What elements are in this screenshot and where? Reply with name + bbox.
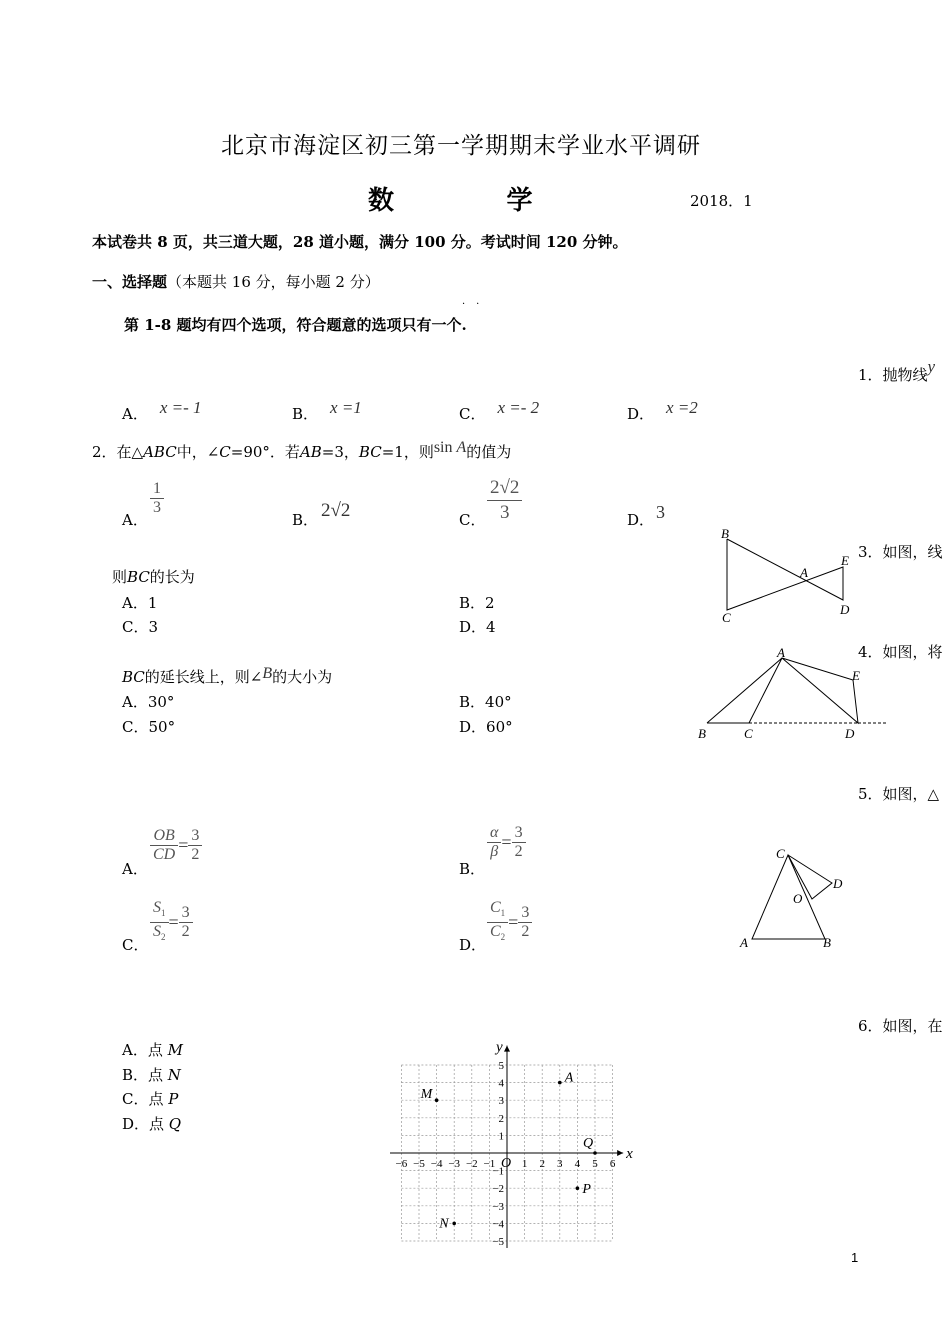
q1-option-a: A． x =- 1 xyxy=(122,398,202,423)
y-tick-label: −5 xyxy=(492,1236,504,1248)
q5-option-d-label: D． xyxy=(459,936,487,954)
q5-fig-label-a: A xyxy=(740,935,748,950)
q5-option-d: $\frac{C_1}{C_2}$ = $\frac{3}{2}$ xyxy=(487,899,532,946)
q2-option-c: $\frac{2√2}{3}$ xyxy=(487,476,522,525)
q1-stem-var: y xyxy=(927,357,936,376)
x-axis-arrow xyxy=(617,1150,623,1156)
q1-stem-text: 1．抛物线 xyxy=(858,366,928,384)
section-note: （本题共 16 分，每小题 2 分） xyxy=(167,273,380,291)
emphasis-dots: ·· xyxy=(462,299,491,310)
q5-option-c: $\frac{S_1}{S_2}$ = $\frac{3}{2}$ xyxy=(150,899,193,946)
x-tick-label: −6 xyxy=(395,1158,408,1170)
q4-fig-label-a: A xyxy=(777,645,785,660)
exam-info: 本试卷共 8 页，共三道大题，28 道小题，满分 100 分。考试时间 120 分钟。 xyxy=(92,233,628,251)
section-instruction: 第 1-8 题均有四个选项，符合题意的选项只有一个. xyxy=(124,316,467,334)
page-number: 1 xyxy=(851,1250,859,1265)
point-q-marker xyxy=(593,1151,597,1155)
q4-figure xyxy=(690,645,895,745)
x-axis-label: x xyxy=(626,1146,633,1162)
q3-continuation: 则BC的长为 xyxy=(112,568,195,586)
q2-option-c-label: C． xyxy=(459,511,486,529)
x-tick-label: 2 xyxy=(539,1158,545,1170)
x-tick-label: 1 xyxy=(521,1158,528,1170)
q4-option-b: B．40° xyxy=(459,693,512,711)
point-a-label: A xyxy=(564,1070,574,1086)
x-tick-label: −4 xyxy=(430,1158,443,1170)
y-tick-label: 3 xyxy=(498,1095,504,1108)
q4-option-d: D．60° xyxy=(459,718,513,736)
q2-option-a: $\frac{1}{3}$ xyxy=(150,480,164,517)
q2-option-d-label: D． xyxy=(627,511,655,529)
q5-option-b: $\frac{\alpha}{\beta}$ = $\frac{3}{2}$ xyxy=(487,824,526,861)
q2-option-d: 3 xyxy=(656,502,665,522)
point-n-label: N xyxy=(439,1216,449,1232)
q5-stem: 5．如图，△ xyxy=(858,785,940,803)
q3-stem: 3．如图，线 xyxy=(858,543,943,561)
y-tick-label: −3 xyxy=(492,1200,504,1213)
q2-option-b-label: B． xyxy=(292,511,319,529)
q5-fig-label-c: C xyxy=(776,846,785,861)
point-m-label: M xyxy=(420,1087,433,1103)
q1-option-c: C． x =- 2 xyxy=(459,398,540,423)
y-tick-label: 4 xyxy=(498,1077,504,1090)
x-tick-label: 3 xyxy=(557,1158,563,1170)
point-p-marker xyxy=(576,1186,580,1190)
q6-stem: 6．如图，在 xyxy=(858,1017,943,1035)
q5-option-a-label: A． xyxy=(122,860,148,878)
x-tick-label: −1 xyxy=(483,1158,496,1170)
q3-option-b: B．2 xyxy=(459,594,495,612)
x-tick-label: 5 xyxy=(592,1158,598,1170)
grid-axes xyxy=(390,1040,633,1248)
q1-option-d: D． x =2 xyxy=(627,398,698,423)
point-a-marker xyxy=(558,1081,562,1085)
q4-fig-label-b: B xyxy=(698,726,706,741)
q3-fig-label-b: B xyxy=(721,526,729,541)
x-tick-label: −2 xyxy=(465,1158,478,1170)
q5-fig-label-o: O xyxy=(793,891,803,906)
q3-option-a: A．1 xyxy=(122,594,158,612)
q5-option-b-label: B． xyxy=(459,860,486,878)
point-q-label: Q xyxy=(583,1136,594,1151)
y-tick-label: 2 xyxy=(498,1112,504,1125)
q4-option-a: A．30° xyxy=(122,693,175,711)
q3-fig-label-a: A xyxy=(800,565,808,580)
q5-option-a: $\frac{OB}{CD}$ = $\frac{3}{2}$ xyxy=(150,827,202,864)
point-m-marker xyxy=(435,1098,439,1102)
point-n-marker xyxy=(452,1222,456,1226)
x-tick-label: 6 xyxy=(609,1158,616,1170)
y-tick-label: −4 xyxy=(492,1218,504,1231)
q4-option-c: C．50° xyxy=(122,718,176,736)
origin-label: O xyxy=(501,1156,512,1171)
q4-fig-label-c: C xyxy=(744,726,753,741)
q6-option-c: C．点 P xyxy=(122,1090,179,1108)
q5-fig-label-d: D xyxy=(833,876,843,891)
q3-fig-label-d: D xyxy=(840,602,850,617)
q6-option-d: D．点 Q xyxy=(122,1115,182,1133)
q6-option-b: B．点 N xyxy=(122,1066,181,1084)
point-p-label: P xyxy=(582,1182,591,1198)
q4-fig-label-d: D xyxy=(845,726,855,741)
q1-option-b: B． x =1 xyxy=(292,398,362,423)
grid-points xyxy=(420,1071,597,1232)
q4-fig-label-e: E xyxy=(852,668,860,683)
y-axis-label: y xyxy=(496,1040,503,1056)
q2-stem: 2．在△ABC中，∠C=90°．若AB=3，BC=1，则sin A的值为 xyxy=(92,439,512,461)
q1-stem xyxy=(858,357,936,385)
q3-option-c: C．3 xyxy=(122,618,159,636)
y-tick-label: −1 xyxy=(492,1165,504,1178)
x-tick-label: −5 xyxy=(413,1158,425,1170)
q6-coordinate-grid xyxy=(390,1040,645,1250)
y-tick-label: 1 xyxy=(498,1130,504,1143)
q4-continuation: BC的延长线上，则∠B的大小为 xyxy=(122,665,333,686)
section-title: 一、选择题 xyxy=(92,273,168,291)
q5-fig-label-b: B xyxy=(823,935,831,950)
q3-fig-label-e: E xyxy=(841,553,849,568)
section-heading xyxy=(92,271,380,292)
q6-option-a: A．点 M xyxy=(122,1041,183,1059)
q2-option-b: 2√2 xyxy=(321,500,351,521)
x-tick-label: 4 xyxy=(574,1158,581,1170)
exam-date: 2018．1 xyxy=(690,192,753,210)
q2-option-a-label: A． xyxy=(122,511,148,529)
y-tick-label: 5 xyxy=(498,1060,504,1072)
q3-fig-label-c: C xyxy=(722,610,731,625)
q5-option-c-label: C． xyxy=(122,936,149,954)
y-tick-label: −2 xyxy=(492,1183,504,1196)
subject-heading: 数 学 xyxy=(368,186,535,216)
q4-stem: 4．如图，将 xyxy=(858,643,943,661)
q5-figure xyxy=(735,843,850,953)
y-axis-arrow xyxy=(504,1046,510,1052)
x-tick-label: −3 xyxy=(448,1158,461,1170)
page-title: 北京市海淀区初三第一学期期末学业水平调研 xyxy=(221,133,701,159)
q3-figure xyxy=(710,525,860,625)
q3-option-d: D．4 xyxy=(459,618,496,636)
